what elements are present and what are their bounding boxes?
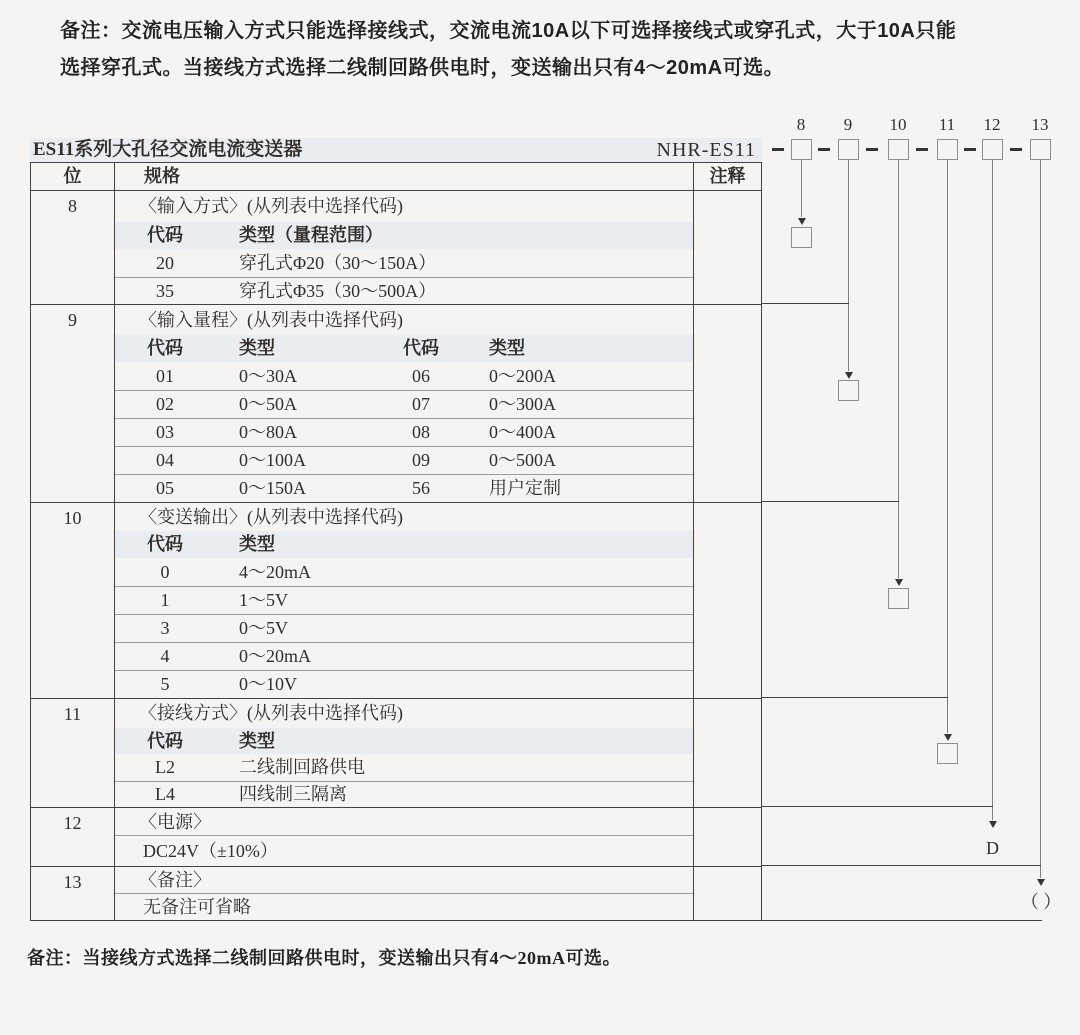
arrow-down-icon xyxy=(1037,879,1045,886)
order-code-box-9 xyxy=(838,139,859,160)
section-label: 〈输入量程〉(从列表中选择代码) xyxy=(139,310,403,330)
row-extension-line xyxy=(762,806,993,807)
product-title: ES11系列大孔径交流电流变送器 xyxy=(33,139,303,160)
connector-line-10 xyxy=(898,160,899,578)
answer-box-8 xyxy=(791,227,812,248)
code-row: 4 0～20mA xyxy=(115,642,693,670)
order-code-box-8 xyxy=(791,139,812,160)
connector-line-9 xyxy=(848,160,849,371)
connector-line-13 xyxy=(1040,160,1041,878)
answer-box-10 xyxy=(888,588,909,609)
model-code: NHR-ES11 xyxy=(656,139,756,161)
section-value: 无备注可省略 xyxy=(143,897,251,917)
arrow-down-icon xyxy=(845,372,853,379)
code-row: 3 0～5V xyxy=(115,614,693,642)
code-row: 5 0～10V xyxy=(115,670,693,698)
row-extension-line xyxy=(762,865,1041,866)
note-cell xyxy=(694,699,761,807)
note-cell xyxy=(694,191,761,304)
arrow-down-icon xyxy=(895,579,903,586)
position-number: 13 xyxy=(63,872,82,892)
digit-label-12: 12 xyxy=(983,115,1001,134)
code-row: 02 0～50A 07 0～300A xyxy=(115,390,693,418)
code-row: 35 穿孔式Φ35（30～500A） xyxy=(115,277,693,304)
position-number: 9 xyxy=(68,310,77,330)
code-row: L2 二线制回路供电 xyxy=(155,757,365,777)
arrow-down-icon xyxy=(798,218,806,225)
connector-line-12 xyxy=(992,160,993,820)
section-8 xyxy=(31,190,761,304)
code-header-row: 代码 类型（量程范围） xyxy=(115,222,693,249)
digit-label-13: 13 xyxy=(1031,115,1049,134)
section-value: DC24V（±10%） xyxy=(143,841,278,861)
order-code-box-13 xyxy=(1030,139,1051,160)
remark-top-line1: 备注：交流电压输入方式只能选择接线式，交流电流10A以下可选择接线式或穿孔式，大于10A只能 xyxy=(60,20,957,42)
code-header-row: 代码 类型 代码 类型 xyxy=(115,335,693,362)
dash-separator xyxy=(772,148,784,151)
digit-label-10: 10 xyxy=(889,115,907,134)
row-extension-line xyxy=(762,920,1042,921)
code-header-row: 代码 类型 xyxy=(115,531,693,558)
position-number: 8 xyxy=(68,196,77,216)
digit-label-9: 9 xyxy=(843,115,853,134)
remark-note-top xyxy=(60,13,1050,87)
section-9 xyxy=(31,304,761,502)
connector-line-8 xyxy=(801,160,802,217)
note-cell xyxy=(694,867,761,921)
col-header-note: 注释 xyxy=(709,166,746,186)
remark-top-line2: 选择穿孔式。当接线方式选择二线制回路供电时，变送输出只有4～20mA可选。 xyxy=(60,57,785,79)
section-11 xyxy=(31,698,761,807)
row-extension-line xyxy=(762,303,849,304)
connector-line-11 xyxy=(947,160,948,733)
dash-separator xyxy=(1010,148,1022,151)
section-label: 〈输入方式〉(从列表中选择代码) xyxy=(139,196,403,216)
section-label: 〈变送输出〉(从列表中选择代码) xyxy=(139,507,403,527)
position-number: 10 xyxy=(63,508,82,528)
row-extension-line xyxy=(762,697,948,698)
section-12 xyxy=(31,807,761,866)
section-label: 〈备注〉 xyxy=(115,867,693,894)
code-row: L4 四线制三隔离 xyxy=(115,781,693,807)
section-10 xyxy=(31,502,761,698)
code-row: 01 0～30A 06 0～200A xyxy=(156,366,556,386)
table-header xyxy=(31,163,761,190)
arrow-down-icon xyxy=(944,734,952,741)
note-cell xyxy=(694,503,761,698)
position-number: 12 xyxy=(63,813,82,833)
code-row: 05 0～150A 56 用户定制 xyxy=(115,474,693,502)
code-header-row: 代码 类型 xyxy=(115,728,693,754)
position-number: 11 xyxy=(63,704,82,724)
section-label: 〈接线方式〉(从列表中选择代码) xyxy=(139,703,403,723)
remark-parentheses: （ ） xyxy=(1020,892,1062,912)
section-13 xyxy=(31,866,761,921)
dash-separator xyxy=(964,148,976,151)
digit-label-11: 11 xyxy=(938,115,956,134)
code-row: 20 穿孔式Φ20（30～150A） xyxy=(156,253,437,273)
answer-box-11 xyxy=(937,743,958,764)
dash-separator xyxy=(916,148,928,151)
title-band xyxy=(30,138,762,162)
section-label: 〈电源〉 xyxy=(115,808,693,836)
order-code-box-10 xyxy=(888,139,909,160)
order-code-box-11 xyxy=(937,139,958,160)
note-cell xyxy=(694,808,761,866)
col-header-position: 位 xyxy=(31,163,115,190)
dash-separator xyxy=(818,148,830,151)
code-row: 0 4～20mA xyxy=(160,562,311,582)
remark-note-bottom: 备注：当接线方式选择二线制回路供电时，变送输出只有4～20mA可选。 xyxy=(27,948,621,968)
dash-separator xyxy=(866,148,878,151)
note-cell xyxy=(694,305,761,502)
code-row: 1 1～5V xyxy=(115,586,693,614)
arrow-down-icon xyxy=(989,821,997,828)
col-header-spec: 规格 xyxy=(115,163,694,190)
code-row: 04 0～100A 09 0～500A xyxy=(115,446,693,474)
answer-box-9 xyxy=(838,380,859,401)
row-extension-line xyxy=(762,501,899,502)
power-code-value: D xyxy=(986,838,999,858)
code-row: 03 0～80A 08 0～400A xyxy=(115,418,693,446)
order-code-box-12 xyxy=(982,139,1003,160)
spec-table xyxy=(30,162,762,921)
digit-label-8: 8 xyxy=(796,115,806,134)
